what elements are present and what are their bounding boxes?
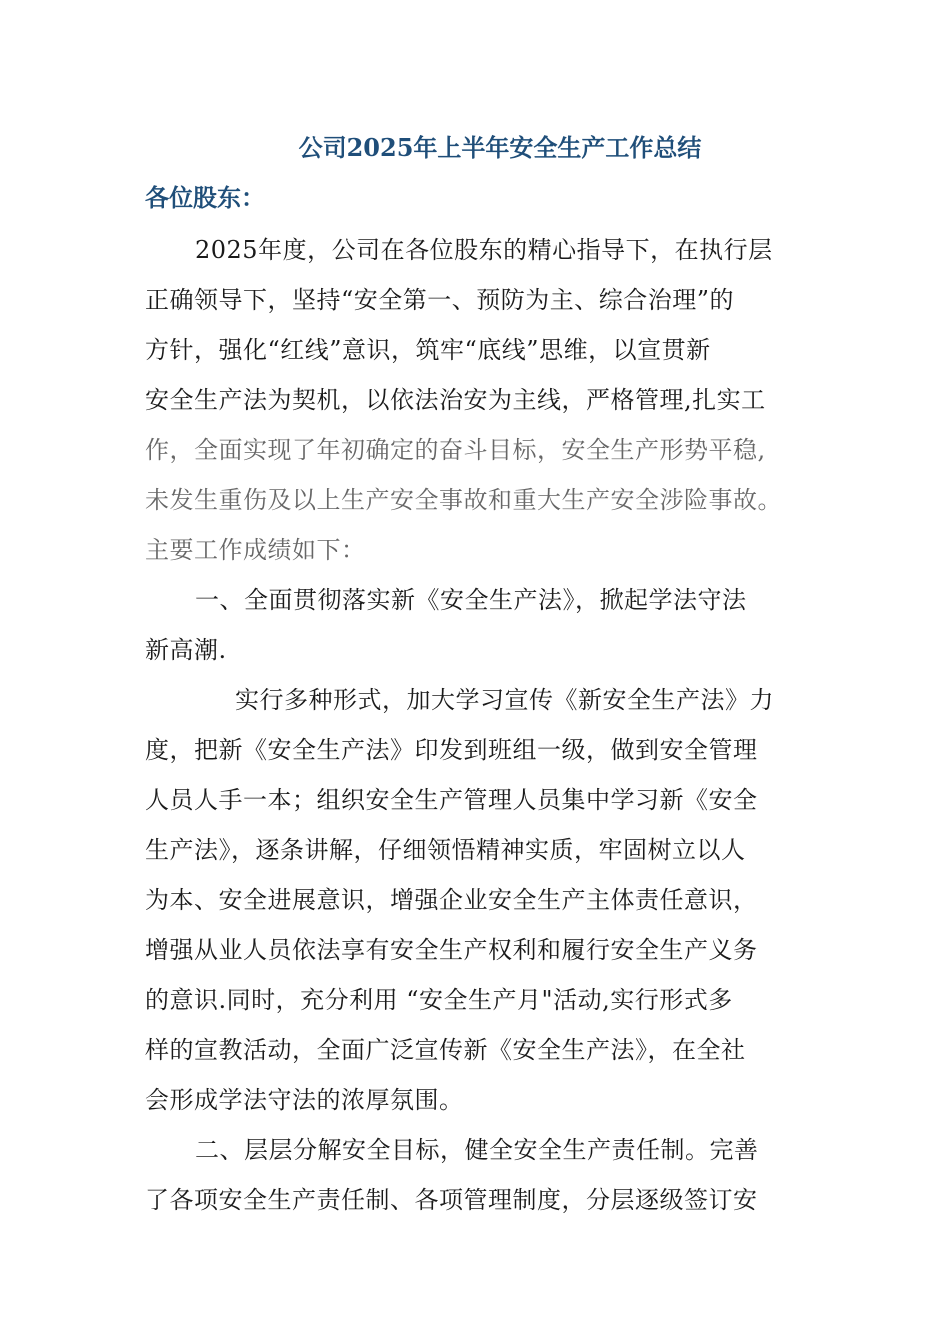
- paragraph-line: 未发生重伤及以上生产安全事故和重大生产安全涉险事故。: [145, 486, 782, 514]
- paragraph-line: 2025年度，公司在各位股东的精心指导下，在执行层: [195, 236, 773, 264]
- paragraph-line: 度，把新《安全生产法》印发到班组一级，做到安全管理: [145, 736, 758, 764]
- section-heading-line: 新高潮.: [145, 636, 227, 664]
- salutation: 各位股东：: [145, 183, 265, 212]
- paragraph-line: 为本、安全进展意识，增强企业安全生产主体责任意识，: [145, 886, 758, 914]
- paragraph-line: 了各项安全生产责任制、各项管理制度，分层逐级签订安: [145, 1186, 758, 1214]
- paragraph-line: 实行多种形式，加大学习宣传《新安全生产法》力: [235, 686, 774, 714]
- paragraph-line: 增强从业人员依法享有安全生产权利和履行安全生产义务: [145, 936, 758, 964]
- paragraph-line: 安全生产法为契机，以依法治安为主线，严格管理,扎实工: [145, 386, 766, 414]
- paragraph-line: 方针，强化“红线”意识，筑牢“底线”思维，以宣贯新: [145, 336, 711, 364]
- paragraph-line: 会形成学法守法的浓厚氛围。: [145, 1086, 464, 1114]
- document-title: 公司2025年上半年安全生产工作总结: [298, 133, 702, 162]
- paragraph-line: 正确领导下，坚持“安全第一、预防为主、综合治理”的: [145, 286, 735, 314]
- paragraph-line: 人员人手一本；组织安全生产管理人员集中学习新《安全: [145, 786, 758, 814]
- paragraph-line: 样的宣教活动，全面广泛宣传新《安全生产法》，在全社: [145, 1036, 746, 1064]
- paragraph-line: 作，全面实现了年初确定的奋斗目标，安全生产形势平稳,: [145, 436, 766, 464]
- section-heading-line: 一、全面贯彻落实新《安全生产法》，掀起学法守法: [195, 586, 747, 614]
- paragraph-line: 生产法》，逐条讲解，仔细领悟精神实质，牢固树立以人: [145, 836, 746, 864]
- paragraph-line: 主要工作成绩如下：: [145, 536, 366, 564]
- paragraph-line: 的意识.同时，充分利用 “安全生产月"活动,实行形式多: [145, 986, 733, 1014]
- section-heading-line: 二、层层分解安全目标，健全安全生产责任制。完善: [195, 1136, 759, 1164]
